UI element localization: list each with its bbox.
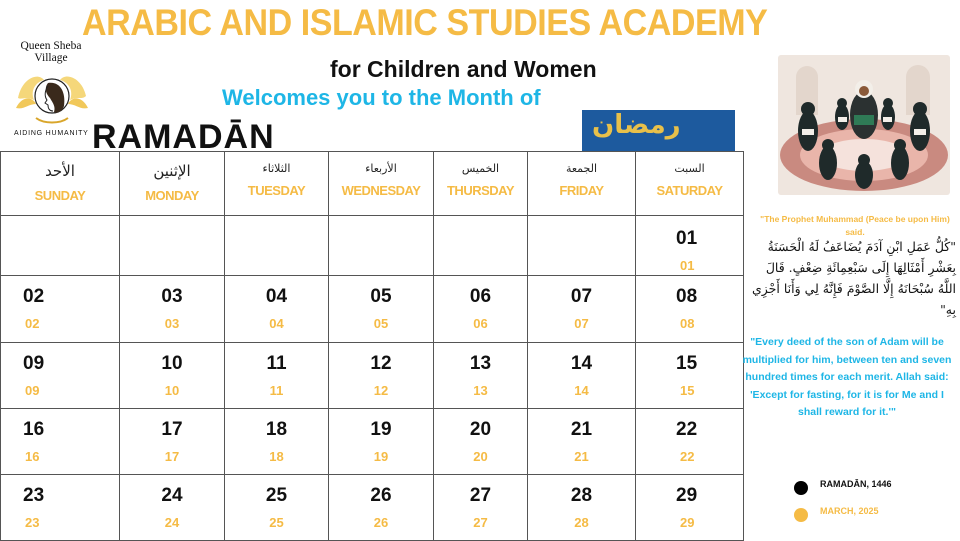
calendar-day-cell: [636, 409, 744, 475]
women-and-children-studying-quran-illustration: [778, 55, 950, 195]
gregorian-day-number: 18: [269, 449, 284, 464]
day-header: [636, 152, 744, 216]
calendar-day-cell: [329, 475, 434, 541]
calendar-day-cell: [636, 475, 744, 541]
calendar-day-cell: [636, 216, 744, 276]
calendar-day-cell: [225, 343, 329, 409]
quote-english: "Every deed of the son of Adam will be multiplied for him, between ten and seven hundred times for each merit. Allah said: 'Except for fasting, for it is for Me and I shall reward for it.'": [742, 336, 952, 418]
calendar-day-cell: [434, 276, 528, 343]
ramadan-arabic-banner: [582, 110, 735, 152]
hijri-day-number: 23: [23, 485, 45, 506]
hijri-day-number: 19: [370, 419, 392, 440]
calendar-grid: [0, 151, 744, 541]
day-name-arabic: الثلاثاء: [262, 162, 291, 175]
calendar-day-cell: [225, 409, 329, 475]
ramadan-heading: RAMADĀN: [92, 118, 275, 156]
day-name-arabic: السبت: [674, 162, 705, 175]
academy-subtitle: for Children and Women: [330, 56, 597, 82]
hijri-day-number: 28: [570, 485, 593, 506]
hijri-day-number: 05: [370, 286, 392, 307]
calendar-day-cell: [636, 343, 744, 409]
hijri-day-number: 04: [265, 286, 288, 307]
gregorian-day-number: 08: [680, 316, 695, 331]
gregorian-day-number: 01: [680, 258, 695, 273]
empty-day-cell: [225, 216, 329, 276]
hijri-day-number: 16: [23, 419, 45, 440]
quote-arabic: "كُلُّ عَمَلِ ابْنِ آدَمَ يُضَاعَفُ لَهُ الْحَسَنَةُ بِعَشْرِ أَمْثَالِهَا إِلَى سَبْعِمِائَةِ ضِعْفٍ. قَالَ اللَّهُ سُبْحَانَهُ إِلَّا الصَّوْمَ فَإِنَّهُ لِي وَأَنَا أَجْزِي بِهِ": [751, 239, 956, 317]
gregorian-day-number: 12: [373, 383, 389, 398]
hijri-day-number: 08: [676, 286, 698, 307]
calendar-day-cell: [120, 475, 225, 541]
gregorian-legend-dot: [794, 508, 808, 522]
gregorian-day-number: 27: [473, 515, 488, 530]
calendar-day-cell: [434, 475, 528, 541]
calendar-day-cell: [1, 343, 120, 409]
day-header: [225, 152, 329, 216]
day-header: [120, 152, 225, 216]
gregorian-day-number: 19: [373, 449, 389, 464]
hijri-legend-label: RAMADĀN, 1446: [820, 479, 892, 489]
hijri-legend-dot: [794, 481, 808, 495]
gregorian-legend-label: MARCH, 2025: [820, 506, 879, 516]
gregorian-day-number: 23: [25, 515, 40, 530]
day-name-arabic: الإثنين: [153, 162, 191, 180]
day-header: [329, 152, 434, 216]
calendar-day-cell: [329, 276, 434, 343]
day-name-arabic: الخميس: [461, 162, 500, 175]
calendar-day-cell: [434, 343, 528, 409]
calendar-day-cell: [1, 276, 120, 343]
gregorian-day-number: 06: [473, 316, 488, 331]
calendar-day-cell: [329, 409, 434, 475]
calendar-day-cell: [1, 475, 120, 541]
gregorian-day-number: 24: [164, 515, 180, 530]
calendar-day-cell: [120, 343, 225, 409]
gregorian-day-number: 13: [473, 383, 488, 398]
calendar-day-cell: [329, 343, 434, 409]
calendar-day-cell: [225, 475, 329, 541]
quote-intro: "The Prophet Muhammad (Peace be upon Him) said.: [760, 214, 950, 237]
gregorian-day-number: 09: [25, 383, 40, 398]
hijri-day-number: 06: [469, 286, 492, 307]
empty-day-cell: [1, 216, 120, 276]
hijri-day-number: 14: [570, 353, 593, 374]
hijri-day-number: 24: [161, 485, 183, 506]
hijri-day-number: 29: [676, 485, 698, 506]
gregorian-day-number: 17: [164, 449, 180, 464]
hijri-day-number: 01: [676, 228, 698, 249]
gregorian-day-number: 20: [473, 449, 488, 464]
calendar-day-cell: [434, 409, 528, 475]
calendar-day-cell: [636, 276, 744, 343]
welcome-line: Welcomes you to the Month of: [222, 85, 541, 110]
gregorian-day-number: 26: [373, 515, 389, 530]
day-name-english: SUNDAY: [34, 188, 86, 203]
hijri-day-number: 02: [23, 286, 45, 307]
academy-title: ARABIC AND ISLAMIC STUDIES ACADEMY: [82, 2, 768, 43]
calendar-day-cell: [120, 276, 225, 343]
hijri-day-number: 07: [570, 286, 593, 307]
gregorian-day-number: 11: [269, 383, 284, 398]
gregorian-day-number: 05: [373, 316, 389, 331]
day-name-arabic: الجمعة: [565, 162, 598, 175]
day-name-english: THURSDAY: [446, 183, 515, 198]
gregorian-day-number: 25: [269, 515, 284, 530]
gregorian-day-number: 04: [269, 316, 284, 331]
gregorian-day-number: 02: [25, 316, 40, 331]
calendar-day-cell: [528, 343, 636, 409]
calendar-day-cell: [528, 276, 636, 343]
gregorian-day-number: 21: [574, 449, 589, 464]
day-name-arabic: الأربعاء: [365, 162, 397, 175]
hijri-day-number: 12: [370, 353, 392, 374]
hijri-day-number: 27: [469, 485, 492, 506]
gregorian-day-number: 15: [680, 383, 695, 398]
gregorian-day-number: 14: [574, 383, 589, 398]
gregorian-day-number: 29: [680, 515, 695, 530]
day-name-english: WEDNESDAY: [341, 183, 421, 198]
logo-tagline: AIDING HUMANITY: [14, 130, 89, 137]
empty-day-cell: [120, 216, 225, 276]
gregorian-day-number: 22: [680, 449, 695, 464]
day-name-english: MONDAY: [145, 188, 199, 203]
hijri-day-number: 09: [23, 353, 45, 374]
hijri-day-number: 22: [676, 419, 698, 440]
empty-day-cell: [329, 216, 434, 276]
hijri-day-number: 13: [469, 353, 492, 374]
calendar-day-cell: [1, 409, 120, 475]
gregorian-day-number: 07: [574, 316, 589, 331]
gregorian-day-number: 16: [25, 449, 40, 464]
day-header: [528, 152, 636, 216]
day-header: [434, 152, 528, 216]
hijri-day-number: 03: [161, 286, 183, 307]
day-header: [1, 152, 120, 216]
day-name-english: FRIDAY: [559, 183, 604, 198]
calendar-day-cell: [120, 409, 225, 475]
empty-day-cell: [528, 216, 636, 276]
woman-profile-with-golden-wings-logo: [12, 66, 92, 130]
logo-name: Queen Sheba Village: [20, 40, 82, 64]
hijri-day-number: 18: [265, 419, 288, 440]
banner-arabic-text: رمضان: [592, 110, 681, 140]
hijri-day-number: 15: [676, 353, 698, 374]
gregorian-day-number: 28: [574, 515, 589, 530]
hijri-day-number: 17: [161, 419, 183, 440]
gregorian-day-number: 10: [164, 383, 180, 398]
gregorian-day-number: 03: [164, 316, 180, 331]
calendar-day-cell: [225, 276, 329, 343]
hijri-day-number: 21: [570, 419, 593, 440]
calendar-day-cell: [528, 409, 636, 475]
hijri-day-number: 25: [265, 485, 288, 506]
day-name-english: TUESDAY: [247, 183, 306, 198]
hijri-day-number: 10: [161, 353, 183, 374]
day-name-english: SATURDAY: [656, 183, 723, 198]
hijri-day-number: 20: [469, 419, 492, 440]
empty-day-cell: [434, 216, 528, 276]
calendar-day-cell: [528, 475, 636, 541]
hijri-day-number: 26: [370, 485, 392, 506]
hijri-day-number: 11: [266, 353, 287, 374]
day-name-arabic: الأحد: [45, 162, 75, 180]
